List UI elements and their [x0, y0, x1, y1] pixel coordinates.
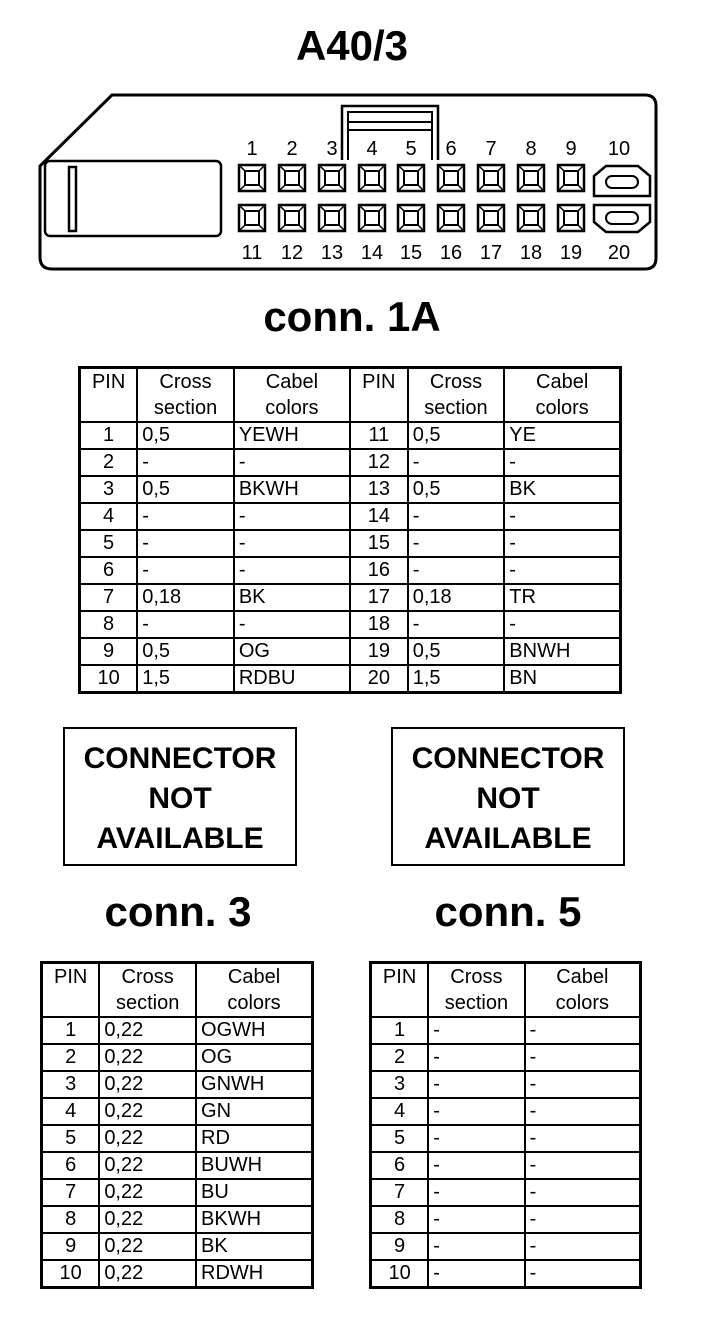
table-cell: 6 [42, 1152, 100, 1179]
table-cell: - [234, 449, 350, 476]
table-cell: - [525, 1233, 641, 1260]
table-cell: BUWH [196, 1152, 312, 1179]
column-header: PIN [42, 963, 100, 1018]
keying-block [342, 106, 438, 160]
pin-terminal-corner [558, 165, 584, 191]
table-cell: 0,22 [99, 1125, 196, 1152]
table-cell: 1 [371, 1017, 429, 1044]
pin-number: 9 [565, 138, 577, 160]
table-cell: 14 [350, 503, 408, 530]
table-cell: - [525, 1044, 641, 1071]
table-row [80, 422, 621, 449]
table-cell: YE [504, 422, 620, 449]
table-cell: 0,5 [137, 476, 234, 503]
column-header: Cross section [428, 963, 524, 1018]
power-pin-10-inner [606, 176, 638, 188]
pin-number: 11 [241, 242, 263, 264]
table-cell: 17 [350, 584, 408, 611]
column-header: PIN [371, 963, 429, 1018]
table-cell: - [504, 530, 620, 557]
pin-terminal-corner [438, 165, 464, 191]
table-row [80, 503, 621, 530]
pin-terminal-corner [478, 165, 504, 191]
table-cell: BN [504, 665, 620, 693]
table-cell: - [137, 557, 234, 584]
table-cell: 6 [80, 557, 138, 584]
column-header: PIN [350, 368, 408, 423]
pin-terminal-inner [444, 211, 458, 225]
connector-diagram [0, 85, 704, 275]
column-header: Cross section [99, 963, 196, 1018]
table-cell: 0,18 [137, 584, 234, 611]
pin-number: 6 [445, 138, 457, 160]
pin-terminal-inner [285, 171, 299, 185]
na-line: AVAILABLE [424, 822, 592, 855]
pin-terminal-inner [245, 211, 259, 225]
pin-terminal-corner [359, 205, 385, 231]
keying-bar [348, 122, 432, 130]
pin-terminal-inner [484, 211, 498, 225]
pin-number: 1 [246, 138, 258, 160]
table-cell: - [525, 1017, 641, 1044]
table-cell: - [525, 1098, 641, 1125]
connector-latch [45, 161, 221, 236]
table-row [42, 1044, 313, 1071]
table-cell: 7 [80, 584, 138, 611]
table-cell: 5 [371, 1125, 429, 1152]
table-row [371, 1071, 641, 1098]
table-cell: YEWH [234, 422, 350, 449]
table-cell: - [428, 1260, 524, 1288]
table-cell: - [408, 449, 505, 476]
table-cell: 2 [371, 1044, 429, 1071]
table-cell: TR [504, 584, 620, 611]
table-cell: OG [234, 638, 350, 665]
latch-slot [69, 167, 76, 231]
table-cell: - [428, 1017, 524, 1044]
pin-number: 15 [399, 242, 423, 264]
table-cell: 0,22 [99, 1179, 196, 1206]
table-cell: 11 [350, 422, 408, 449]
table-cell: 0,22 [99, 1017, 196, 1044]
table-row [371, 1206, 641, 1233]
table-cell: 0,22 [99, 1152, 196, 1179]
na-line: CONNECTOR [411, 742, 605, 775]
column-header: Cross section [137, 368, 234, 423]
table-cell: 9 [80, 638, 138, 665]
table-cell: 10 [371, 1260, 429, 1288]
table-cell: - [428, 1179, 524, 1206]
pin-terminal-inner [524, 211, 538, 225]
table-cell: RDBU [234, 665, 350, 693]
column-header: PIN [80, 368, 138, 423]
pin-terminal-inner [325, 211, 339, 225]
table-row [371, 1098, 641, 1125]
pin-terminal-corner [398, 205, 424, 231]
table-cell: GN [196, 1098, 312, 1125]
table-cell: - [234, 503, 350, 530]
pin-number: 2 [286, 138, 298, 160]
table-cell: OGWH [196, 1017, 312, 1044]
power-pin-20 [594, 205, 650, 232]
pin-terminal-corner [239, 205, 265, 231]
table-cell: - [408, 611, 505, 638]
pin-number: 4 [366, 138, 378, 160]
pin-number: 20 [607, 242, 631, 264]
table-cell: 1,5 [408, 665, 505, 693]
table-cell: BKWH [196, 1206, 312, 1233]
table-cell: 6 [371, 1152, 429, 1179]
table-cell: 12 [350, 449, 408, 476]
pin-terminal-inner [404, 171, 418, 185]
table-cell: 3 [371, 1071, 429, 1098]
pin-terminal-inner [245, 171, 259, 185]
table-cell: 0,22 [99, 1044, 196, 1071]
table-cell: - [137, 503, 234, 530]
pin-terminal-corner [319, 165, 345, 191]
table-row [80, 476, 621, 503]
column-header: Cross section [408, 368, 505, 423]
pin-terminal-inner [484, 171, 498, 185]
table-cell: 0,22 [99, 1260, 196, 1288]
pin-number: 5 [405, 138, 417, 160]
table-cell: - [408, 503, 505, 530]
table-cell: - [525, 1206, 641, 1233]
column-header: Cabel colors [196, 963, 312, 1018]
table-cell: 15 [350, 530, 408, 557]
table-cell: - [428, 1206, 524, 1233]
table-cell: 5 [42, 1125, 100, 1152]
pin-terminal-inner [564, 171, 578, 185]
table-cell: 3 [80, 476, 138, 503]
table-cell: 18 [350, 611, 408, 638]
pin-terminal-corner [558, 205, 584, 231]
table-cell: RD [196, 1125, 312, 1152]
table-cell: BKWH [234, 476, 350, 503]
table-row [371, 1152, 641, 1179]
column-header: Cabel colors [234, 368, 350, 423]
na-line: NOT [148, 782, 212, 815]
table-cell: 0,22 [99, 1098, 196, 1125]
pin-number: 7 [485, 138, 497, 160]
pin-terminal-inner [564, 211, 578, 225]
table-cell: 0,5 [408, 476, 505, 503]
table-row [80, 530, 621, 557]
table-cell: 4 [42, 1098, 100, 1125]
table-row [80, 665, 621, 693]
table-cell: 9 [371, 1233, 429, 1260]
table-cell: 5 [80, 530, 138, 557]
conn-3-title: conn. 3 [104, 888, 252, 935]
table-cell: - [525, 1152, 641, 1179]
table-cell: - [504, 611, 620, 638]
table-cell: - [428, 1044, 524, 1071]
table-cell: - [137, 449, 234, 476]
table-cell: 4 [371, 1098, 429, 1125]
conn-5-title: conn. 5 [434, 888, 582, 935]
table-cell: - [137, 530, 234, 557]
table-cell: 0,5 [137, 638, 234, 665]
page-title: A40/3 [295, 22, 409, 69]
conn-1a-table [78, 366, 622, 694]
table-cell: 1 [42, 1017, 100, 1044]
table-row [80, 449, 621, 476]
column-header: Cabel colors [504, 368, 620, 423]
table-cell: - [504, 503, 620, 530]
pin-number: 16 [439, 242, 463, 264]
table-cell: - [428, 1233, 524, 1260]
table-cell: 4 [80, 503, 138, 530]
table-cell: 7 [371, 1179, 429, 1206]
table-cell: - [408, 557, 505, 584]
power-pin-10 [594, 166, 650, 196]
pin-number: 18 [519, 242, 543, 264]
pin-number: 14 [360, 242, 384, 264]
na-line: NOT [476, 782, 540, 815]
pin-terminal-inner [365, 211, 379, 225]
power-pin-20-inner [606, 212, 638, 224]
table-cell: 20 [350, 665, 408, 693]
table-cell: - [234, 530, 350, 557]
pin-terminal-inner [404, 211, 418, 225]
pin-terminal-corner [518, 205, 544, 231]
table-cell: 9 [42, 1233, 100, 1260]
table-row [371, 1125, 641, 1152]
table-cell: 19 [350, 638, 408, 665]
na-line: AVAILABLE [96, 822, 264, 855]
table-row [371, 1233, 641, 1260]
table-cell: - [504, 557, 620, 584]
table-row [42, 1017, 313, 1044]
table-cell: 0,5 [408, 422, 505, 449]
table-cell: 10 [80, 665, 138, 693]
table-row [42, 1233, 313, 1260]
table-cell: - [525, 1179, 641, 1206]
connector-not-available-right [391, 727, 625, 866]
connector-not-available-left [63, 727, 297, 866]
pin-terminal-inner [444, 171, 458, 185]
pin-terminal-corner [478, 205, 504, 231]
conn-3-table [40, 961, 314, 1289]
table-row [371, 1044, 641, 1071]
conn-5-table [369, 961, 642, 1289]
table-row [42, 1071, 313, 1098]
pin-terminal-corner [398, 165, 424, 191]
table-cell: 0,5 [137, 422, 234, 449]
table-cell: 16 [350, 557, 408, 584]
table-cell: 10 [42, 1260, 100, 1288]
table-cell: RDWH [196, 1260, 312, 1288]
table-cell: BK [234, 584, 350, 611]
table-cell: - [525, 1071, 641, 1098]
table-row [371, 1017, 641, 1044]
table-row [42, 1260, 313, 1288]
table-cell: 0,22 [99, 1206, 196, 1233]
table-cell: 1 [80, 422, 138, 449]
table-cell: 1,5 [137, 665, 234, 693]
table-cell: 3 [42, 1071, 100, 1098]
pin-terminal-inner [285, 211, 299, 225]
pin-terminal-corner [518, 165, 544, 191]
table-cell: 8 [80, 611, 138, 638]
pin-number: 10 [607, 138, 631, 160]
table-row [80, 557, 621, 584]
table-cell: - [408, 530, 505, 557]
table-cell: BU [196, 1179, 312, 1206]
table-cell: 7 [42, 1179, 100, 1206]
pin-number: 19 [559, 242, 583, 264]
table-cell: BK [196, 1233, 312, 1260]
table-row [42, 1098, 313, 1125]
pin-terminal-inner [365, 171, 379, 185]
table-cell: - [428, 1071, 524, 1098]
table-cell: - [428, 1152, 524, 1179]
pin-number: 12 [280, 242, 304, 264]
table-row [80, 584, 621, 611]
pin-number: 17 [479, 242, 503, 264]
table-row [371, 1260, 641, 1288]
table-row [371, 1179, 641, 1206]
table-cell: 8 [42, 1206, 100, 1233]
table-cell: - [137, 611, 234, 638]
table-row [80, 611, 621, 638]
table-row [80, 638, 621, 665]
table-cell: 0,22 [99, 1233, 196, 1260]
table-row [42, 1179, 313, 1206]
pin-terminal-corner [279, 205, 305, 231]
pin-terminal-inner [524, 171, 538, 185]
table-cell: BNWH [504, 638, 620, 665]
column-header: Cabel colors [525, 963, 641, 1018]
table-cell: OG [196, 1044, 312, 1071]
table-cell: 2 [80, 449, 138, 476]
table-cell: 0,5 [408, 638, 505, 665]
table-cell: 13 [350, 476, 408, 503]
pin-terminal-corner [319, 205, 345, 231]
pin-terminal-inner [325, 171, 339, 185]
table-cell: - [234, 557, 350, 584]
table-cell: - [428, 1125, 524, 1152]
keying-block-inner [348, 112, 432, 160]
pin-number: 8 [525, 138, 537, 160]
conn-1a-title: conn. 1A [263, 293, 441, 340]
pin-number: 3 [326, 138, 338, 160]
table-cell: 2 [42, 1044, 100, 1071]
table-row [42, 1152, 313, 1179]
table-cell: - [525, 1125, 641, 1152]
pin-number: 13 [320, 242, 344, 264]
table-cell: - [234, 611, 350, 638]
table-row [42, 1206, 313, 1233]
table-cell: 0,18 [408, 584, 505, 611]
na-line: CONNECTOR [83, 742, 277, 775]
table-cell: 8 [371, 1206, 429, 1233]
table-cell: - [428, 1098, 524, 1125]
pin-terminal-corner [239, 165, 265, 191]
pin-terminal-corner [279, 165, 305, 191]
table-cell: GNWH [196, 1071, 312, 1098]
table-cell: - [525, 1260, 641, 1288]
table-cell: - [504, 449, 620, 476]
pin-terminal-corner [359, 165, 385, 191]
table-cell: 0,22 [99, 1071, 196, 1098]
table-cell: BK [504, 476, 620, 503]
pin-terminal-corner [438, 205, 464, 231]
table-row [42, 1125, 313, 1152]
